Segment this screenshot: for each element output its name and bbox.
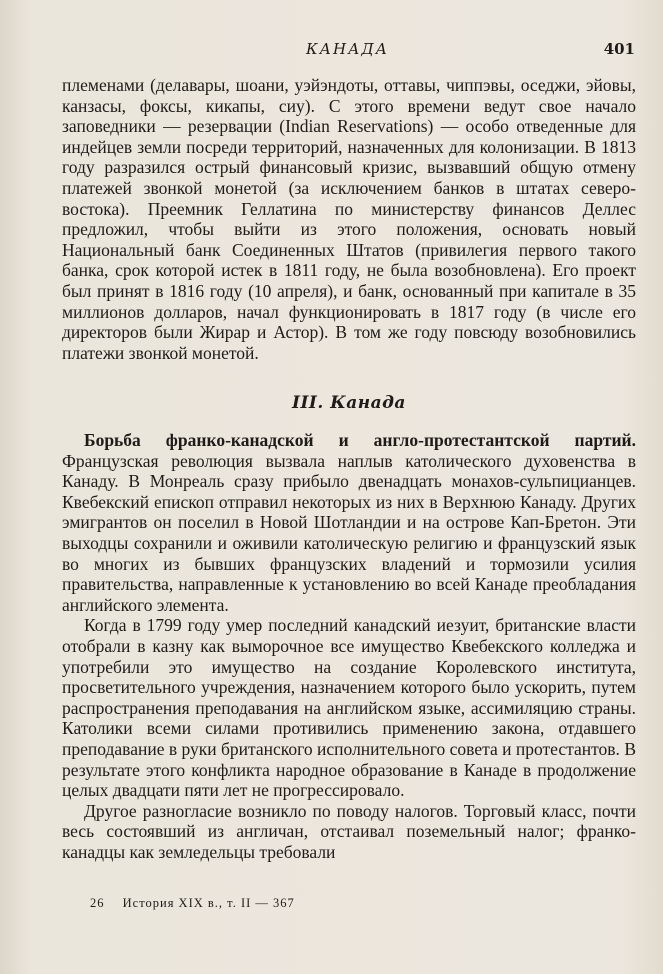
paragraph-jesuits: Когда в 1799 году умер последний канадский иезуит, британские власти отобрали в казну как выморочное все имущество Квебекского колледжа и употребили это имущество на создание Королевского института, просветительного учреждения, назначением которого было ускорить, путем распространения преподавания на английском языке, ассимиляцию страны. Католики всеми силами противились применению закона, отдавшего преподавание в руки британского исполнительного совета и протестантов. В результате этого конфликта народное образование в Канаде в продолжение целых двадцати пяти лет не прогрессировало. [62, 615, 636, 801]
runin-heading: Борьба франко-канадской и англо-протестантской партий. [84, 430, 636, 450]
running-title: КАНАДА [306, 40, 389, 58]
text-block-section [62, 430, 636, 862]
runin-body: Французская революция вызвала наплыв католического духовенства в Канаду. В Монреаль сразу прибыло двенадцать монахов-сульпицианцев. Квебекский епископ отправил некоторых из них в Верхнюю Канаду. Других эмигрантов он поселил в Новой Шотландии и на острове Кап-Бретон. Эти выходцы сохранили и оживили католическую религию и французский язык во многих из бывших французских владений и тормозили усилия правительства, направленные к установлению во всей Канаде преобладания английского элемента. [62, 450, 636, 615]
book-imprint: История XIX в., т. II — 367 [122, 896, 295, 910]
page-footer [90, 896, 309, 911]
page-number: 401 [603, 40, 635, 58]
page-header [60, 40, 635, 64]
paragraph-taxes: Другое разногласие возникло по поводу налогов. Торговый класс, почти весь состоявший из англичан, отстаивал поземельный налог; франко-канадцы как земледельцы требовали [62, 800, 636, 862]
paragraph-continuation: племенами (делавары, шоани, уэйэндоты, оттавы, чиппэвы, оседжи, эйовы, канзасы, фоксы, кикапы, сиу). С этого времени ведут свое начало заповедники — резервации (Indian Reservations) — особо отведенные для индейцев земли посреди территорий, назначенных для колонизации. В 1813 году разразился острый финансовый кризис, вызвавший общую отмену платежей звонкой монетой (за исключением банков в штатах северо-востока). Преемник Геллатина по министерству финансов Деллес предложил, чтобы выйти из этого положения, основать новый Национальный банк Соединенных Штатов (привилегия первого такого банка, срок которой истек в 1811 году, не была возобновлена). Его проект был принят в 1816 году (10 апреля), и банк, основанный при капитале в 35 миллионов долларов, начал функционировать в 1817 году (в числе его директоров были Жирар и Астор). В том же году повсюду возобновились платежи звонкой монетой. [62, 75, 636, 363]
paragraph-runin [62, 430, 636, 615]
sheet-signature: 26 [90, 896, 105, 910]
section-title: III. Канада [292, 393, 406, 413]
text-block-top [62, 75, 636, 363]
